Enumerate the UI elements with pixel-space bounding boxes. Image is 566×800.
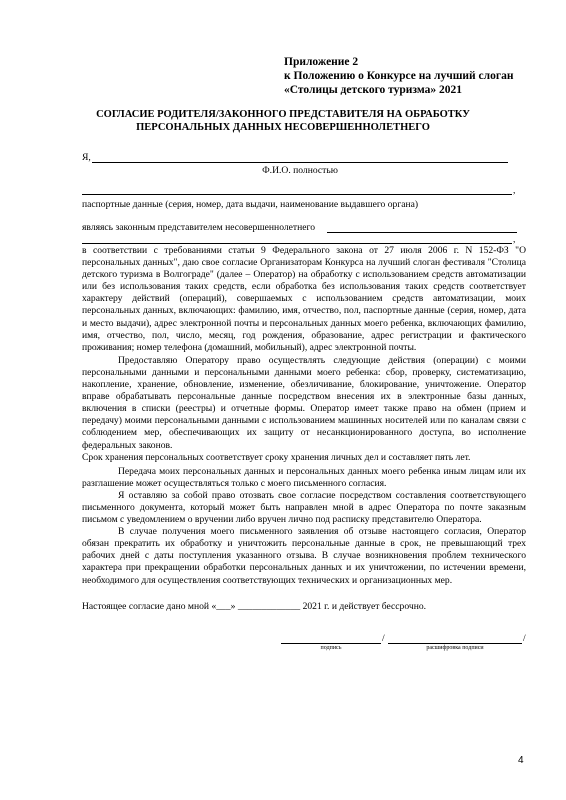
child-comma: , [513,234,516,245]
paragraph-operator-rights: Предоставляю Оператору право осуществлять следующие действия (операции) с моими персональными данными и персональными данными моего ребенка: сбор, проверку, систематизацию, накопление, хранение, обновление, изменение, обезличивание, блокирование, уничтожение. Оператор вправе обрабатывать персональные данные посредством внесения их в электронные базы данных, включения в списки (реестры) и отчетные формы. Оператор имеет также право на обмен (прием и передачу) моими персональными данными с использованием машинных носителей или по каналам связи с соблюдением мер, обеспечивающих их защиту от несанкционированного доступа, во исполнение федеральных законов. [82,354,526,451]
signature-slash-2: / [523,633,526,644]
passport-caption: паспортные данные (серия, номер, дата выдачи, наименование выдавшего органа) [82,199,419,210]
document-title [60,109,506,134]
i-label: Я, [82,152,91,163]
appendix-header [284,55,554,97]
appendix-line-2: к Положению о Конкурсе на лучший слоган [284,70,514,82]
legal-rep-blank-line[interactable] [327,232,517,233]
page-number: 4 [518,755,524,766]
title-line-2: ПЕРСОНАЛЬНЫХ ДАННЫХ НЕСОВЕРШЕННОЛЕТНЕГО [136,121,430,133]
child-blank-line[interactable] [82,243,512,244]
signature-blank-line[interactable] [281,643,381,644]
paragraph-revocation: Я оставляю за собой право отозвать свое согласие посредством составления соответствующего письменного документа, который может быть направлен мной в адрес Оператора по почте заказным письмом с уведомлением о вручении либо вручен лично под расписку представителю Оператора. [82,489,526,526]
fio-caption: Ф.И.О. полностью [262,165,338,176]
passport-blank-line[interactable] [82,194,512,195]
appendix-line-1: Приложение 2 [284,56,359,68]
consent-date-line: Настоящее согласие дано мной «___» _____________ 2021 г. и действует бессрочно. [82,601,427,612]
passport-comma: , [513,185,516,196]
signature-decode-caption: расшифровка подписи [426,645,484,651]
paragraph-legal-basis: в соответствии с требованиями статьи 9 Федерального закона от 27 июля 2006 г. N 152-ФЗ "О персональных данных", даю свое согласие Организаторам Конкурса на лучший слоган фестиваля "Столица детского туризма в Волгограде" (далее – Оператор) на обработку с использованием средств автоматизации или без использования таких средств, если обработка без использования таких средств соответствует характеру действий (операций), совершаемых с использованием средств автоматизации, моих персональных данных, включающих: фамилию, имя, отчество, пол, паспортные данные (серия, номер, дата и место выдачи), адрес электронной почты и персональных данных моего ребенка, включающих фамилию, имя, отчество, пол, число, месяц, год рождения, образование, адрес регистрации и фактического проживания; номер телефона (домашний, мобильный), адрес электронной почты. [82,245,526,353]
consent-body [82,245,526,587]
paragraph-storage-term: Срок хранения персональных соответствует сроку хранения личных дел и составляет пять лет. [82,451,471,463]
paragraph-revocation-processing: В случае получения моего письменного заявления об отзыве настоящего согласия, Оператор обязан прекратить их обработку и уничтожить персональные данные в срок, не превышающий трех рабочих дней с даты поступления указанного отзыва. В случае возникновения проблем технического характера при прекращении обработки персональных данных и их уничтожении, по истечении времени, необходимого для осуществления соответствующих технических и организационных мер. [82,526,526,586]
title-line-1: СОГЛАСИЕ РОДИТЕЛЯ/ЗАКОННОГО ПРЕДСТАВИТЕЛЯ НА ОБРАБОТКУ [96,109,470,120]
signature-decode-blank-line[interactable] [388,643,522,644]
paragraph-transfer: Передача моих персональных данных и персональных данных моего ребенка иным лицам или их разглашение может осуществляться только с моего письменного согласия. [82,465,526,489]
fio-blank-line[interactable] [92,162,508,163]
signature-slash-1: / [382,633,385,644]
legal-rep-label: являясь законным представителем несовершеннолетнего [82,222,315,233]
signature-caption: подпись [320,645,342,651]
appendix-line-3: «Столицы детского туризма» 2021 [284,84,463,96]
